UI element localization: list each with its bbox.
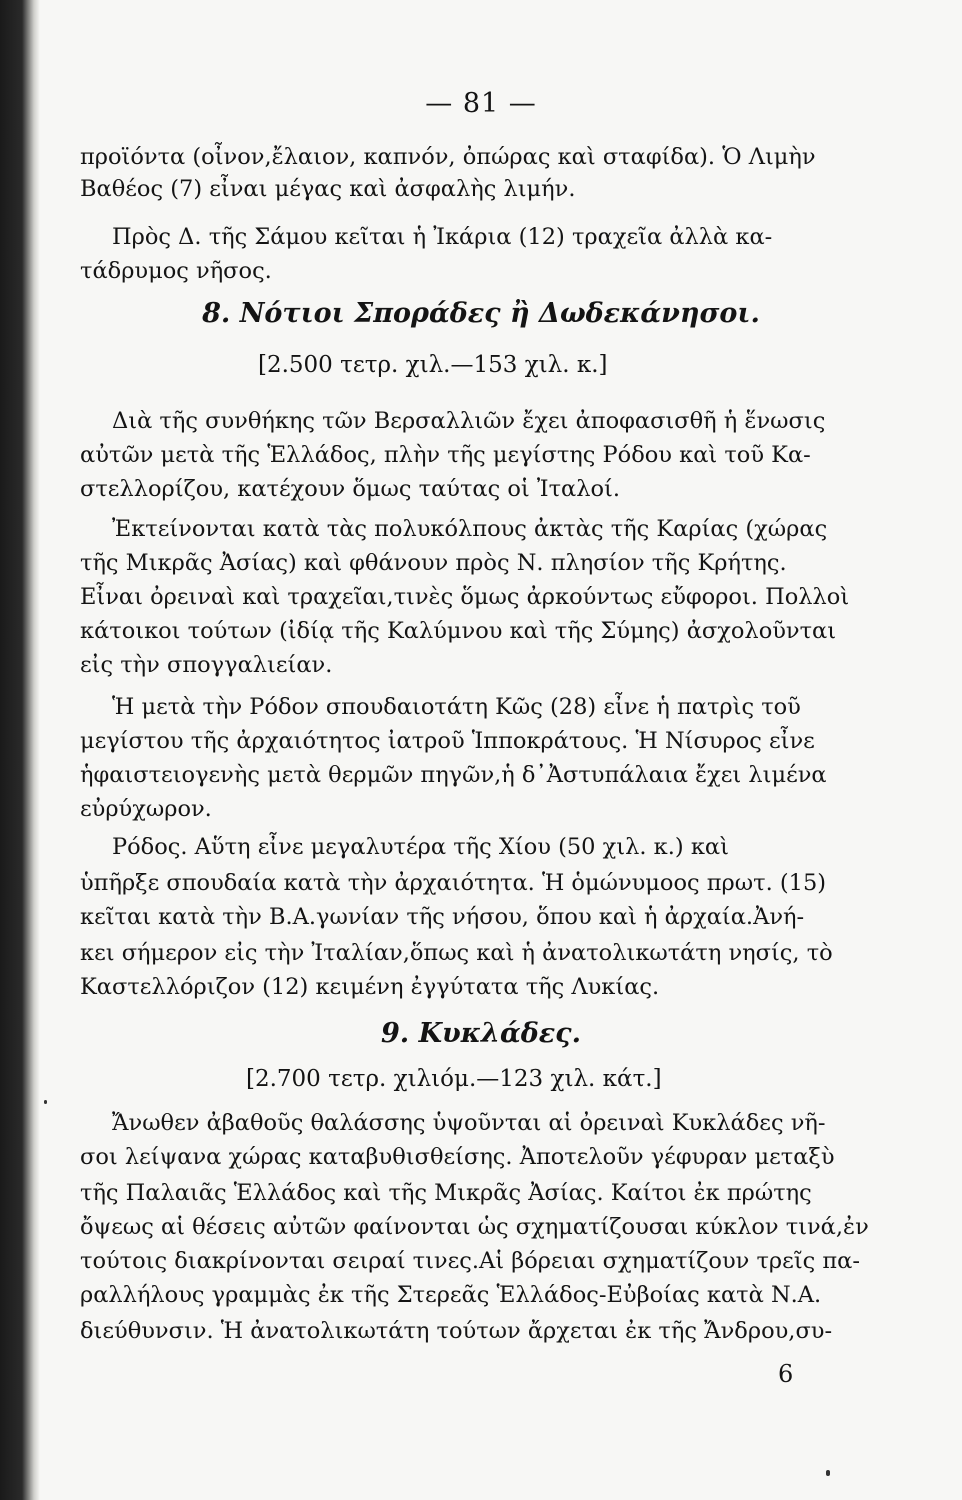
text-line: ὑπῆρξε σπουδαία κατὰ τὴν ἀρχαιότητα. Ἡ ὁμώνυμοος πρωτ. (15)	[80, 870, 827, 896]
text-line: Ρόδος. Αὕτη εἶνε μεγαλυτέρα τῆς Χίου (50 χιλ. κ.) καὶ	[112, 834, 729, 860]
text-line: προϊόντα (οἶνον,ἔλαιον, καπνόν, ὀπώρας καὶ σταφίδα). Ὁ Λιμὴν	[80, 144, 816, 170]
text-line: τάδρυμος νῆσος.	[80, 258, 272, 284]
text-line: Πρὸς Δ. τῆς Σάμου κεῖται ἡ Ἰκάρια (12) τραχεῖα ἀλλὰ κα-	[112, 224, 773, 250]
text-line: τούτοις διακρίνονται σειραί τινες.Αἱ βόρειαι σχηματίζουν τρεῖς πα-	[80, 1248, 860, 1274]
text-line: αὐτῶν μετὰ τῆς Ἑλλάδος, πλὴν τῆς μεγίστης Ρόδου καὶ τοῦ Κα-	[80, 442, 811, 468]
scan-edge-shadow	[0, 0, 40, 1500]
text-line: σοι λείψανα χώρας καταβυθισθείσης. Ἀποτελοῦν γέφυραν μεταξὺ	[80, 1144, 835, 1170]
text-line: Ἡ μετὰ τὴν Ρόδον σπουδαιοτάτη Κῶς (28) εἶνε ἡ πατρὶς τοῦ	[112, 694, 801, 720]
section-subtitle-8: [2.500 τετρ. χιλ.—153 χιλ. κ.]	[258, 352, 608, 378]
text-line: τῆς Μικρᾶς Ἀσίας) καὶ φθάνουν πρὸς Ν. πλησίον τῆς Κρήτης.	[80, 550, 787, 576]
text-line: εἰς τὴν σπογγαλιείαν.	[80, 652, 333, 678]
section-subtitle-9: [2.700 τετρ. χιλιόμ.—123 χιλ. κάτ.]	[246, 1066, 662, 1092]
text-line: κάτοικοι τούτων (ἰδίᾳ τῆς Καλύμνου καὶ τῆς Σύμης) ἀσχολοῦνται	[80, 618, 837, 644]
text-line: Ἄνωθεν ἀβαθοῦς θαλάσσης ὑψοῦνται αἱ ὀρειναὶ Κυκλάδες νῆ-	[112, 1110, 826, 1136]
page-number: — 81 —	[425, 88, 537, 119]
text-line: μεγίστου τῆς ἀρχαιότητος ἰατροῦ Ἱπποκράτους. Ἡ Νίσυρος εἶνε	[80, 728, 815, 754]
text-line: κεῖται κατὰ τὴν Β.Α.γωνίαν τῆς νήσου, ὅπου καὶ ἡ ἀρχαία.Ἀνή-	[80, 904, 805, 930]
text-line: Καστελλόριζον (12) κειμένη ἐγγύτατα τῆς Λυκίας.	[80, 974, 660, 1000]
ink-speck	[44, 1100, 47, 1104]
text-line: ἡφαιστειογενὴς μετὰ θερμῶν πηγῶν,ἡ δ᾽Ἀστυπάλαια ἔχει λιμένα	[80, 762, 827, 788]
text-line: Διὰ τῆς συνθήκης τῶν Βερσαλλιῶν ἔχει ἀποφασισθῆ ἡ ἕνωσις	[112, 408, 826, 434]
text-line: στελλορίζου, κατέχουν ὅμως ταύτας οἱ Ἰταλοί.	[80, 476, 620, 502]
text-line: ραλλήλους γραμμὰς ἐκ τῆς Στερεᾶς Ἑλλάδος-Εὐβοίας κατὰ Ν.Α.	[80, 1282, 822, 1308]
text-line: Βαθέος (7) εἶναι μέγας καὶ ἀσφαλὴς λιμήν.	[80, 176, 576, 202]
text-line: διεύθυνσιν. Ἡ ἀνατολικωτάτη τούτων ἄρχεται ἐκ τῆς Ἄνδρου,συ-	[80, 1318, 833, 1344]
ink-speck	[826, 1470, 830, 1476]
text-line: τῆς Παλαιᾶς Ἑλλάδος καὶ τῆς Μικρᾶς Ἀσίας. Καίτοι ἐκ πρώτης	[80, 1180, 812, 1206]
text-line: Ἐκτείνονται κατὰ τὰς πολυκόλπους ἀκτὰς τῆς Καρίας (χώρας	[112, 516, 828, 542]
text-line: εὐρύχωρον.	[80, 796, 212, 822]
section-heading-8: 8. Νότιοι Σποράδες ἢ Δωδεκάνησοι.	[202, 298, 760, 329]
signature-mark: 6	[778, 1360, 794, 1388]
text-line: ὄψεως αἱ θέσεις αὐτῶν φαίνονται ὡς σχηματίζουσαι κύκλον τινά,ἐν	[80, 1214, 869, 1240]
section-heading-9: 9. Κυκλάδες.	[381, 1018, 581, 1049]
text-line: Εἶναι ὀρειναὶ καὶ τραχεῖαι,τινὲς ὅμως ἀρκούντως εὔφοροι. Πολλοὶ	[80, 584, 850, 610]
text-line: κει σήμερον εἰς τὴν Ἰταλίαν,ὅπως καὶ ἡ ἀνατολικωτάτη νησίς, τὸ	[80, 940, 833, 966]
